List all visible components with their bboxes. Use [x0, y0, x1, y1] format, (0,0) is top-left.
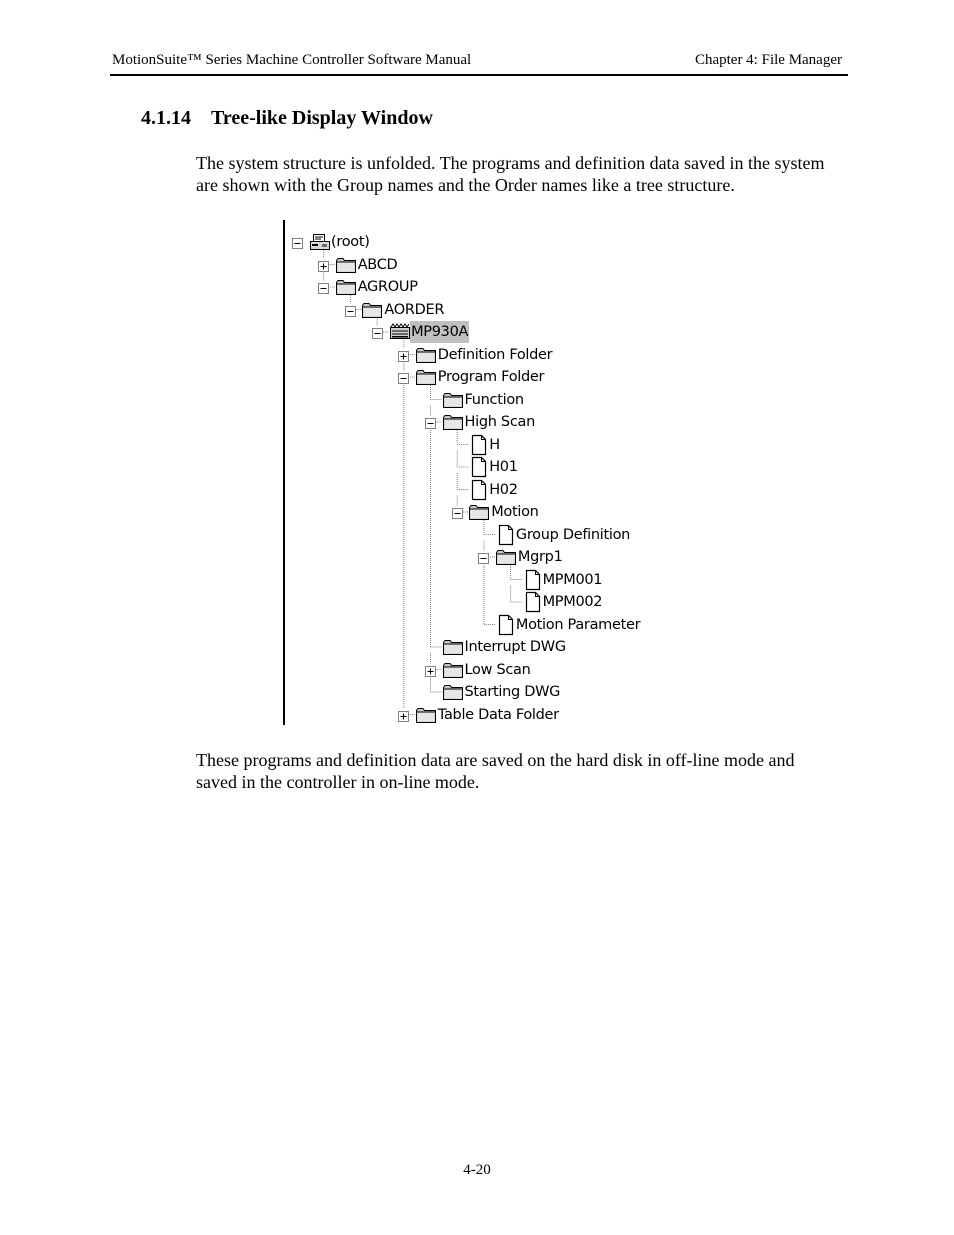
document-icon — [522, 569, 544, 591]
tree-node-starting-dwg[interactable] — [283, 681, 663, 703]
tree-node-abcd[interactable] — [283, 254, 663, 276]
document-icon — [495, 524, 517, 546]
collapse-icon[interactable] — [345, 304, 356, 315]
document-icon — [522, 591, 544, 613]
collapse-icon[interactable] — [398, 371, 409, 382]
closing-paragraph: These programs and definition data are saved on the hard disk in off-line mode and saved in the controller in on-line mode. — [196, 750, 795, 792]
computer-icon — [308, 231, 330, 253]
folder-icon — [442, 659, 464, 681]
tree-view-figure — [283, 220, 663, 726]
tree-node-mp930a[interactable] — [283, 321, 663, 343]
folder-icon — [415, 366, 437, 388]
section-title: Tree-like Display Window — [211, 107, 433, 129]
document-icon — [468, 456, 490, 478]
folder-icon — [335, 254, 357, 276]
tree-node-label: Function — [464, 391, 524, 408]
folder-icon — [415, 344, 437, 366]
tree-node-h01[interactable] — [283, 456, 663, 478]
tree-node-label: MP930A — [410, 321, 469, 343]
tree-node-label: MPM002 — [542, 594, 603, 610]
tree-node-function[interactable] — [283, 389, 663, 411]
tree-node-label: ABCD — [357, 256, 398, 273]
tree-node-high-scan[interactable] — [283, 411, 663, 433]
controller-icon — [388, 321, 410, 343]
tree-node-label: H02 — [489, 481, 518, 498]
tree-node-motion[interactable] — [283, 501, 663, 523]
document-icon — [495, 614, 517, 636]
folder-icon — [415, 704, 437, 726]
tree-view[interactable] — [283, 220, 663, 726]
tree-node-label: Program Folder — [437, 369, 545, 385]
collapse-icon[interactable] — [318, 281, 329, 292]
tree-node-label: Interrupt DWG — [464, 639, 566, 655]
tree-node-label: Motion — [491, 504, 539, 520]
tree-node-label: H — [489, 436, 500, 453]
document-icon — [468, 434, 490, 456]
tree-node-label: High Scan — [464, 414, 535, 430]
tree-node-h02[interactable] — [283, 479, 663, 501]
tree-node-label: Mgrp1 — [517, 549, 563, 565]
tree-node-label: Starting DWG — [464, 684, 561, 700]
tree-node-label: Motion Parameter — [515, 616, 641, 633]
tree-node-low-scan[interactable] — [283, 659, 663, 681]
tree-node-aorder[interactable] — [283, 299, 663, 321]
tree-node-label: Group Definition — [515, 526, 631, 543]
tree-node-label: MPM001 — [542, 571, 603, 588]
tree-node-label: Definition Folder — [437, 346, 553, 363]
tree-node-interrupt-dwg[interactable] — [283, 636, 663, 658]
tree-node-program-folder[interactable] — [283, 366, 663, 388]
tree-node-label: AORDER — [384, 301, 445, 318]
folder-icon — [442, 636, 464, 658]
header-rule — [110, 74, 848, 76]
page-number: 4-20 — [463, 1162, 491, 1178]
collapse-icon[interactable] — [478, 551, 489, 562]
expand-icon[interactable] — [318, 259, 329, 270]
tree-node-label: (root) — [331, 234, 370, 250]
tree-node-root[interactable] — [283, 231, 663, 253]
folder-icon — [442, 411, 464, 433]
tree-node-mgrp1[interactable] — [283, 546, 663, 568]
collapse-icon[interactable] — [292, 236, 303, 247]
document-icon — [468, 479, 490, 501]
expand-icon[interactable] — [425, 664, 436, 675]
section-number: 4.1.14 — [141, 107, 191, 129]
manual-title: MotionSuite™ Series Machine Controller Software Manual — [112, 52, 472, 68]
tree-node-table-data-folder[interactable] — [283, 704, 663, 726]
folder-icon — [361, 299, 383, 321]
folder-icon — [335, 276, 357, 298]
folder-icon — [442, 389, 464, 411]
tree-node-group-definition[interactable] — [283, 524, 663, 546]
tree-node-mpm001[interactable] — [283, 569, 663, 591]
tree-node-label: Low Scan — [464, 661, 531, 678]
tree-node-label: H01 — [489, 459, 518, 475]
folder-icon — [442, 681, 464, 703]
intro-paragraph: The system structure is unfolded. The programs and definition data saved in the system are shown with the Group names and the Order names like a tree structure. — [196, 153, 825, 195]
expand-icon[interactable] — [398, 349, 409, 360]
tree-node-definition-folder[interactable] — [283, 344, 663, 366]
collapse-icon[interactable] — [372, 326, 383, 337]
folder-icon — [468, 501, 490, 523]
chapter-title: Chapter 4: File Manager — [694, 52, 842, 68]
section-heading — [141, 107, 433, 130]
tree-node-motion-parameter[interactable] — [283, 614, 663, 636]
tree-node-h[interactable] — [283, 434, 663, 456]
tree-node-label: AGROUP — [357, 279, 418, 295]
tree-node-label: Table Data Folder — [437, 706, 559, 723]
tree-node-mpm002[interactable] — [283, 591, 663, 613]
tree-node-agroup[interactable] — [283, 276, 663, 298]
collapse-icon[interactable] — [425, 416, 436, 427]
folder-icon — [495, 546, 517, 568]
collapse-icon[interactable] — [452, 506, 463, 517]
expand-icon[interactable] — [398, 709, 409, 720]
